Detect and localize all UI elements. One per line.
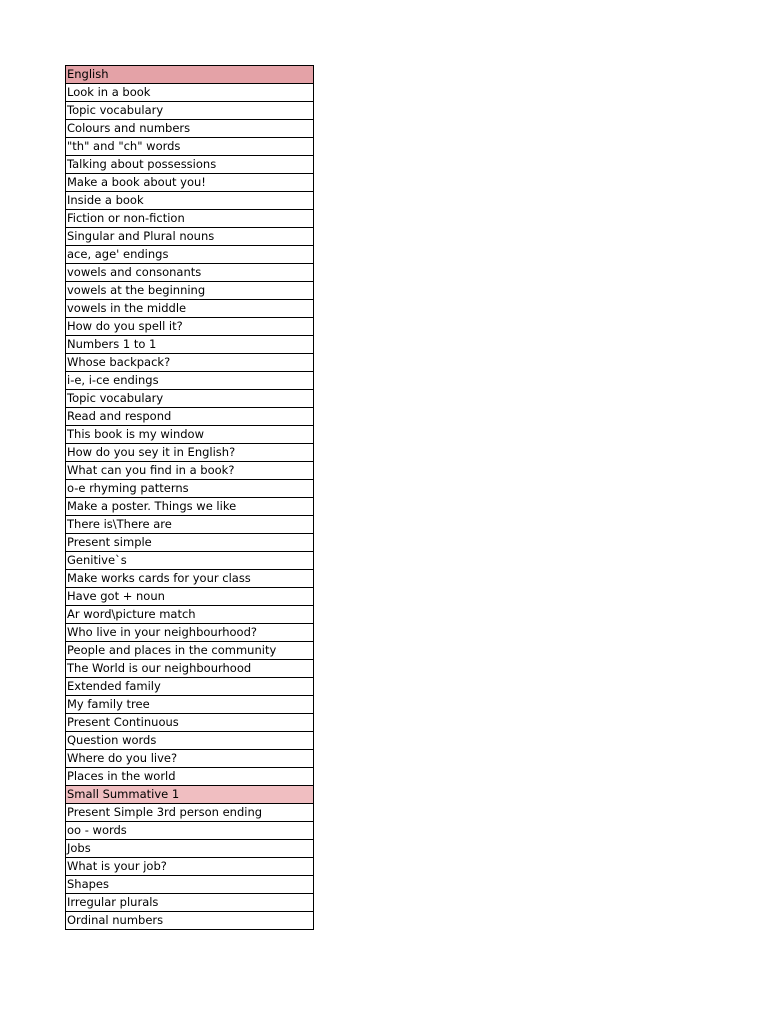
table-cell[interactable]: Present Continuous	[66, 714, 314, 732]
table-cell[interactable]: vowels at the beginning	[66, 282, 314, 300]
table-row	[66, 624, 314, 642]
table-row	[66, 210, 314, 228]
table-cell[interactable]: Make works cards for your class	[66, 570, 314, 588]
table-row	[66, 660, 314, 678]
table-cell[interactable]: What is your job?	[66, 858, 314, 876]
table-cell[interactable]: o-e rhyming patterns	[66, 480, 314, 498]
table-row	[66, 390, 314, 408]
table-row	[66, 876, 314, 894]
table-row	[66, 84, 314, 102]
table-row	[66, 282, 314, 300]
table-row	[66, 840, 314, 858]
table-cell[interactable]: Jobs	[66, 840, 314, 858]
table-cell[interactable]: English	[66, 66, 314, 84]
section-row	[66, 786, 314, 804]
table-cell[interactable]: Fiction or non-fiction	[66, 210, 314, 228]
table-row	[66, 318, 314, 336]
table-body	[66, 66, 314, 930]
table-row	[66, 498, 314, 516]
table-cell[interactable]: How do you sey it in English?	[66, 444, 314, 462]
table-row	[66, 732, 314, 750]
table-cell[interactable]: People and places in the community	[66, 642, 314, 660]
table-cell[interactable]: Places in the world	[66, 768, 314, 786]
table-row	[66, 696, 314, 714]
table-row	[66, 480, 314, 498]
table-cell[interactable]: Question words	[66, 732, 314, 750]
table-cell[interactable]: My family tree	[66, 696, 314, 714]
table-row	[66, 678, 314, 696]
curriculum-table	[65, 65, 314, 930]
table-cell[interactable]: oo - words	[66, 822, 314, 840]
table-cell[interactable]: Genitive`s	[66, 552, 314, 570]
table-row	[66, 246, 314, 264]
table-row	[66, 912, 314, 930]
table-cell[interactable]: Colours and numbers	[66, 120, 314, 138]
table-cell[interactable]: Where do you live?	[66, 750, 314, 768]
table-row	[66, 156, 314, 174]
table-row	[66, 102, 314, 120]
table-row	[66, 768, 314, 786]
table-cell[interactable]: ace, age' endings	[66, 246, 314, 264]
table-cell[interactable]: vowels and consonants	[66, 264, 314, 282]
table-cell[interactable]: Small Summative 1	[66, 786, 314, 804]
table-cell[interactable]: i-e, i-ce endings	[66, 372, 314, 390]
table-cell[interactable]: Have got + noun	[66, 588, 314, 606]
table-row	[66, 336, 314, 354]
table-cell[interactable]: Whose backpack?	[66, 354, 314, 372]
table-row	[66, 516, 314, 534]
table-cell[interactable]: vowels in the middle	[66, 300, 314, 318]
table-cell[interactable]: Talking about possessions	[66, 156, 314, 174]
table-cell[interactable]: Inside a book	[66, 192, 314, 210]
table-row	[66, 894, 314, 912]
header-row	[66, 66, 314, 84]
table-cell[interactable]: Present Simple 3rd person ending	[66, 804, 314, 822]
table-cell[interactable]: The World is our neighbourhood	[66, 660, 314, 678]
table-cell[interactable]: Look in a book	[66, 84, 314, 102]
table-row	[66, 138, 314, 156]
table-row	[66, 750, 314, 768]
table-cell[interactable]: Who live in your neighbourhood?	[66, 624, 314, 642]
table-row	[66, 354, 314, 372]
table-row	[66, 822, 314, 840]
table-row	[66, 462, 314, 480]
table-row	[66, 372, 314, 390]
table-row	[66, 714, 314, 732]
table-row	[66, 606, 314, 624]
table-cell[interactable]: Numbers 1 to 1	[66, 336, 314, 354]
table-row	[66, 534, 314, 552]
table-cell[interactable]: "th" and "ch" words	[66, 138, 314, 156]
table-row	[66, 570, 314, 588]
table-row	[66, 174, 314, 192]
table-row	[66, 192, 314, 210]
table-row	[66, 804, 314, 822]
table-cell[interactable]: Read and respond	[66, 408, 314, 426]
table-row	[66, 408, 314, 426]
table-cell[interactable]: Make a book about you!	[66, 174, 314, 192]
table-row	[66, 120, 314, 138]
table-cell[interactable]: What can you find in a book?	[66, 462, 314, 480]
table-row	[66, 444, 314, 462]
table-row	[66, 264, 314, 282]
table-row	[66, 642, 314, 660]
table-cell[interactable]: Present simple	[66, 534, 314, 552]
table-row	[66, 426, 314, 444]
table-cell[interactable]: This book is my window	[66, 426, 314, 444]
table-cell[interactable]: Irregular plurals	[66, 894, 314, 912]
table-row	[66, 588, 314, 606]
table-row	[66, 228, 314, 246]
table-row	[66, 552, 314, 570]
table-cell[interactable]: Topic vocabulary	[66, 390, 314, 408]
table-cell[interactable]: Make a poster. Things we like	[66, 498, 314, 516]
table-cell[interactable]: Ordinal numbers	[66, 912, 314, 930]
table-cell[interactable]: Ar word\picture match	[66, 606, 314, 624]
table-cell[interactable]: There is\There are	[66, 516, 314, 534]
table-cell[interactable]: Topic vocabulary	[66, 102, 314, 120]
table-cell[interactable]: Singular and Plural nouns	[66, 228, 314, 246]
table-row	[66, 858, 314, 876]
table-cell[interactable]: Extended family	[66, 678, 314, 696]
table-row	[66, 300, 314, 318]
table-cell[interactable]: Shapes	[66, 876, 314, 894]
table-cell[interactable]: How do you spell it?	[66, 318, 314, 336]
